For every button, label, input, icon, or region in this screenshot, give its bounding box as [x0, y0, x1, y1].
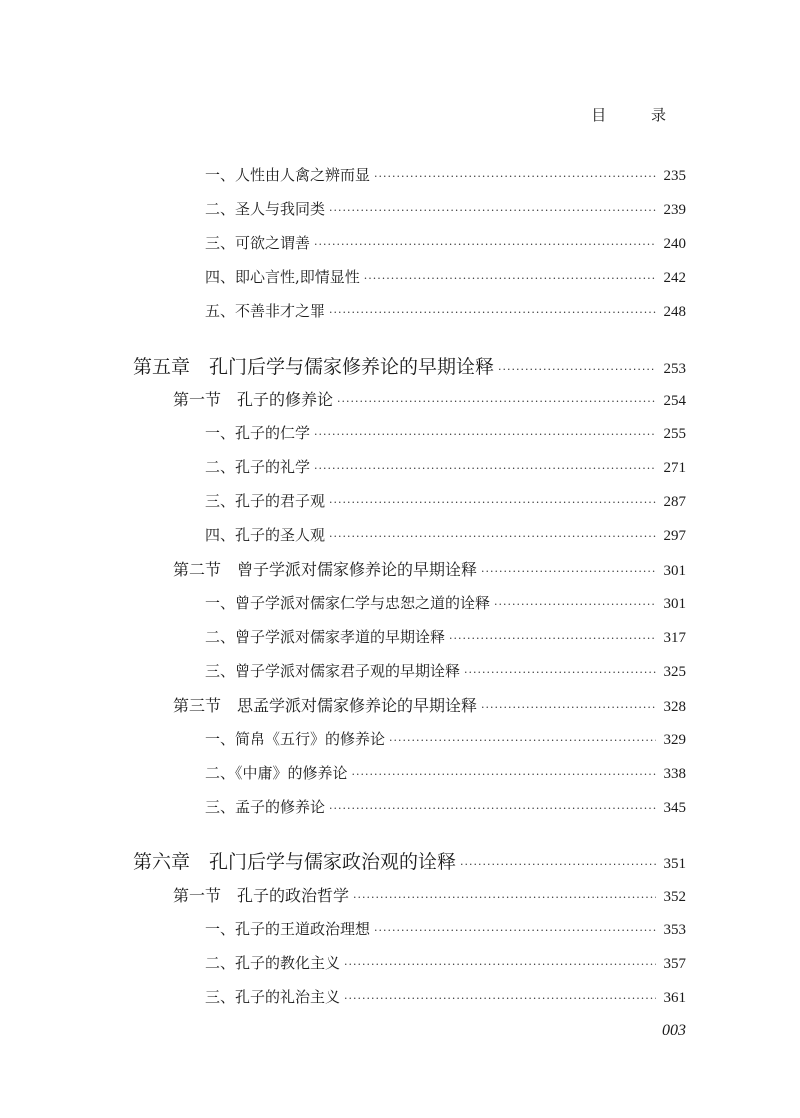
toc-entry-page: 271	[663, 460, 686, 476]
dot-leader	[314, 462, 656, 475]
dot-leader	[329, 802, 656, 815]
dot-leader	[374, 170, 656, 183]
toc-entry[interactable]	[205, 422, 686, 443]
toc-entry[interactable]	[205, 986, 686, 1007]
section-title: 第一节 孔子的修养论	[173, 390, 334, 409]
toc-entry-title: 四、孔子的圣人观	[205, 526, 326, 544]
toc-entry-title: 一、孔子的王道政治理想	[205, 920, 371, 938]
toc-entry-title: 一、人性由人禽之辨而显	[205, 166, 371, 184]
toc-entry-page: 357	[663, 956, 686, 972]
toc-entry-title: 二、圣人与我同类	[205, 200, 326, 218]
toc-entry-title: 一、曾子学派对儒家仁学与忠恕之道的诠释	[205, 594, 491, 612]
dot-leader	[329, 530, 656, 543]
toc-entry[interactable]	[205, 660, 686, 681]
toc-entry-title: 三、曾子学派对儒家君子观的早期诠释	[205, 662, 461, 680]
toc-entry-title: 三、孔子的礼治主义	[205, 988, 341, 1006]
toc-section[interactable]	[173, 883, 686, 906]
toc-entry-page: 248	[663, 304, 686, 320]
dot-leader	[374, 924, 656, 937]
toc-entry-page: 361	[663, 990, 686, 1006]
toc-entry-title: 二、曾子学派对儒家孝道的早期诠释	[205, 628, 446, 646]
running-header: 目 录	[591, 106, 686, 124]
toc-entry[interactable]	[205, 796, 686, 817]
dot-leader	[314, 428, 656, 441]
section-page: 352	[663, 889, 686, 905]
toc-entry-page: 235	[663, 168, 686, 184]
chapter-page: 253	[663, 361, 686, 377]
section-page: 328	[663, 699, 686, 715]
toc-entry-page: 297	[663, 528, 686, 544]
toc-entry-page: 239	[663, 202, 686, 218]
toc-entry-page: 338	[663, 766, 686, 782]
chapter-page: 351	[663, 856, 686, 872]
section-title: 第三节 思孟学派对儒家修养论的早期诠释	[173, 696, 478, 715]
dot-leader	[364, 272, 656, 285]
toc-entry-title: 二、孔子的礼学	[205, 458, 311, 476]
toc-entry-title: 三、孔子的君子观	[205, 492, 326, 510]
toc-entry[interactable]	[205, 728, 686, 749]
toc-entry-page: 255	[663, 426, 686, 442]
dot-leader	[344, 958, 656, 971]
toc-entry[interactable]	[205, 456, 686, 477]
dot-leader	[344, 992, 656, 1005]
dot-leader	[498, 363, 656, 376]
dot-leader	[494, 598, 656, 611]
toc-section[interactable]	[173, 693, 686, 716]
toc-entry-page: 353	[663, 922, 686, 938]
chapter-title: 第五章 孔门后学与儒家修养论的早期诠释	[133, 356, 495, 378]
toc-chapter-6[interactable]	[133, 847, 686, 874]
section-title: 第一节 孔子的政治哲学	[173, 886, 350, 905]
toc-entry-title: 四、即心言性,即情显性	[205, 268, 360, 286]
dot-leader	[464, 666, 656, 679]
toc-entry-title: 一、孔子的仁学	[205, 424, 311, 442]
toc-entry-page: 325	[663, 664, 686, 680]
dot-leader	[329, 204, 656, 217]
dot-leader	[389, 734, 656, 747]
page-number: 003	[662, 1022, 686, 1039]
toc-entry-page: 242	[663, 270, 686, 286]
toc-entry[interactable]	[205, 490, 686, 511]
toc-entry-title: 三、可欲之谓善	[205, 234, 311, 252]
toc-entry-page: 301	[663, 596, 686, 612]
dot-leader	[481, 565, 656, 578]
dot-leader	[314, 238, 656, 251]
dot-leader	[329, 496, 656, 509]
section-title: 第二节 曾子学派对儒家修养论的早期诠释	[173, 560, 478, 579]
toc-entry[interactable]	[205, 164, 686, 185]
chapter-title: 第六章 孔门后学与儒家政治观的诠释	[133, 851, 457, 873]
toc-entry-page: 317	[663, 630, 686, 646]
toc-section[interactable]	[173, 387, 686, 410]
dot-leader	[337, 395, 656, 408]
toc-entry[interactable]	[205, 762, 686, 783]
toc-entry[interactable]	[205, 592, 686, 613]
toc-entry-page: 240	[663, 236, 686, 252]
toc-entry-title: 五、不善非才之罪	[205, 302, 326, 320]
dot-leader	[481, 701, 656, 714]
toc-entry-page: 345	[663, 800, 686, 816]
toc-entry[interactable]	[205, 266, 686, 287]
dot-leader	[329, 306, 656, 319]
section-page: 301	[663, 563, 686, 579]
toc-entry[interactable]	[205, 232, 686, 253]
dot-leader	[353, 891, 656, 904]
toc-entry-title: 二、《中庸》的修养论	[205, 764, 348, 782]
toc-entry[interactable]	[205, 198, 686, 219]
toc-entry[interactable]	[205, 626, 686, 647]
toc-section[interactable]	[173, 557, 686, 580]
toc-entry-title: 三、孟子的修养论	[205, 798, 326, 816]
toc-entry-title: 一、简帛《五行》的修养论	[205, 730, 386, 748]
toc-entry[interactable]	[205, 952, 686, 973]
toc-entry-title: 二、孔子的教化主义	[205, 954, 341, 972]
toc-chapter-5[interactable]	[133, 352, 686, 379]
dot-leader	[449, 632, 656, 645]
dot-leader	[460, 858, 656, 871]
toc-entry[interactable]	[205, 524, 686, 545]
toc-entry[interactable]	[205, 918, 686, 939]
toc-entry[interactable]	[205, 300, 686, 321]
toc-entry-page: 287	[663, 494, 686, 510]
dot-leader	[352, 768, 656, 781]
section-page: 254	[663, 393, 686, 409]
toc-entry-page: 329	[663, 732, 686, 748]
